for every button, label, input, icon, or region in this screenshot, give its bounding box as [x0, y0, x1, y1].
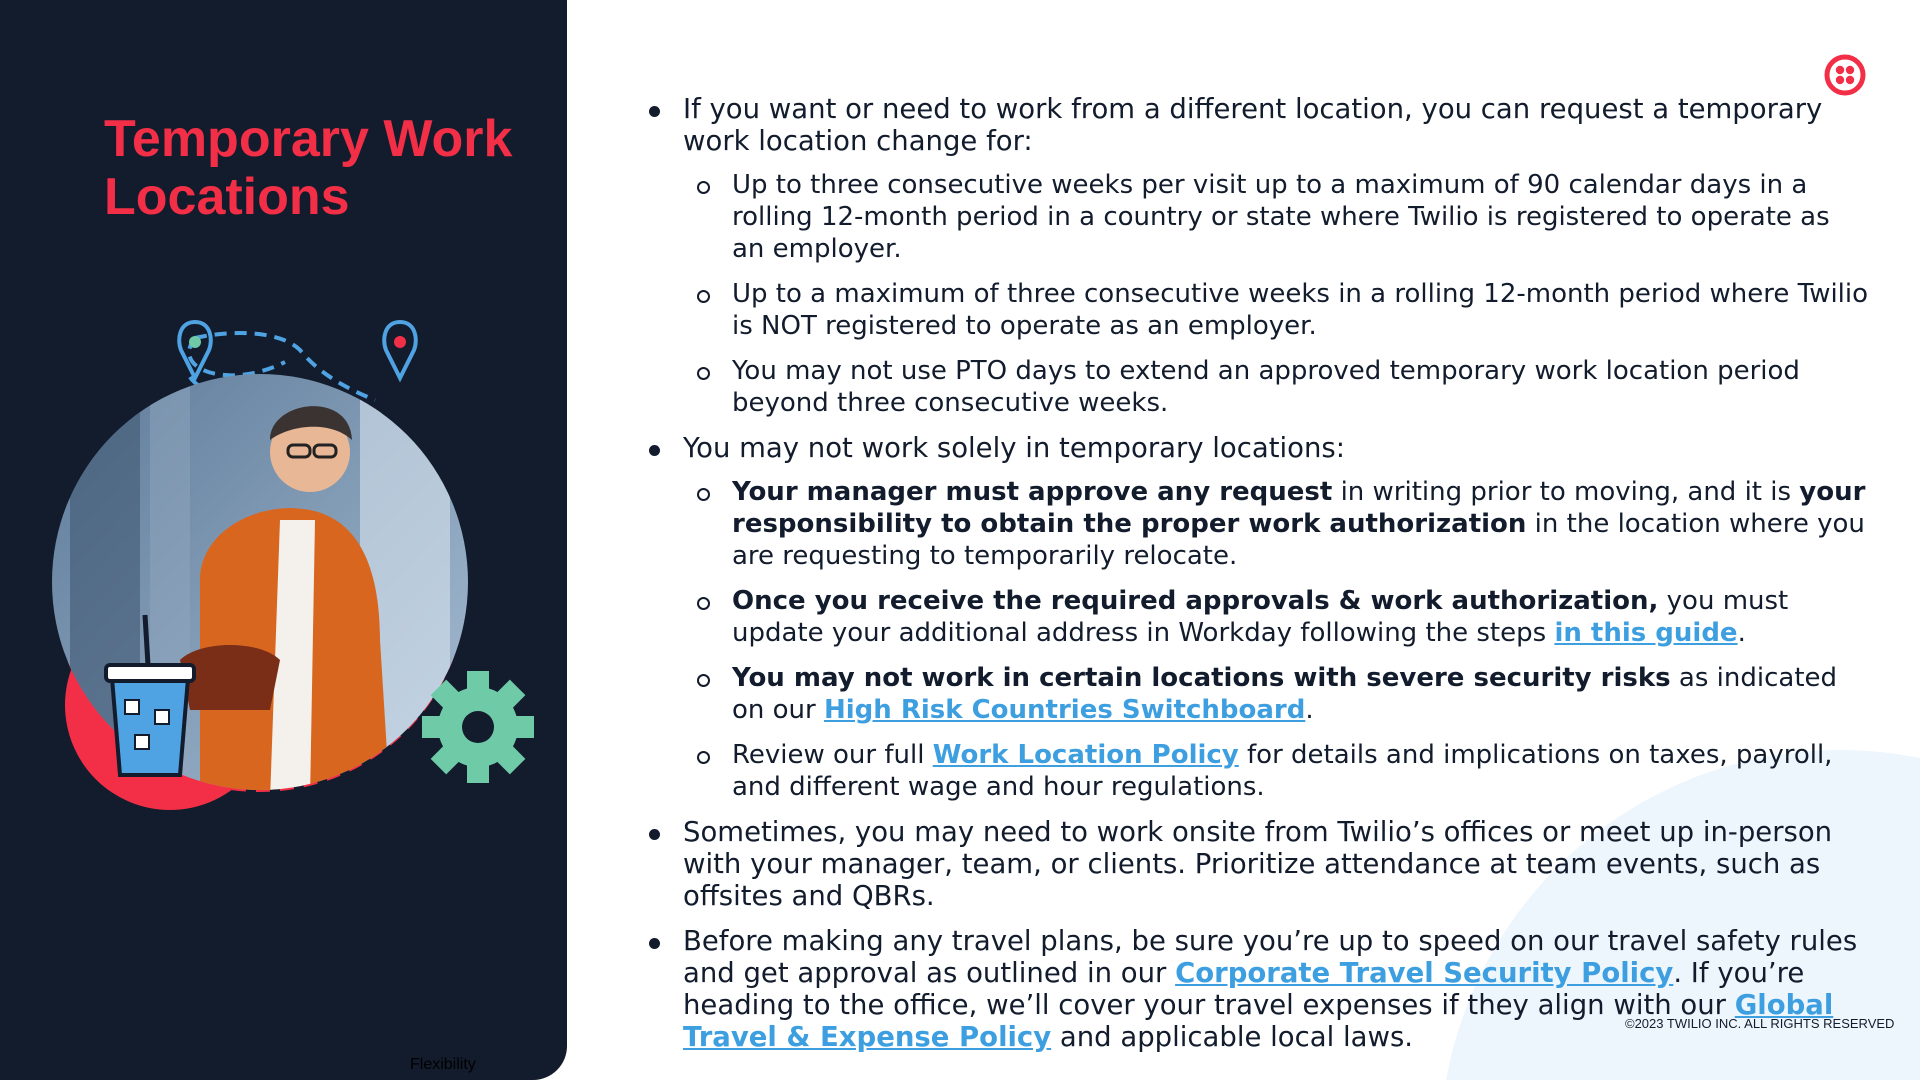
body-text: .	[1737, 618, 1746, 648]
map-pin-icon	[384, 322, 416, 378]
emphasis-text: Your manager must approve any request	[732, 477, 1333, 507]
list-item: Up to three consecutive weeks per visit up to a maximum of 90 calendar days in a rolling 12-month period in a country or state where Twilio is registered to operate as an employer.	[683, 169, 1870, 265]
content-body	[640, 93, 1870, 1066]
copyright-notice: ©2023 TWILIO INC. ALL RIGHTS RESERVED	[1625, 1016, 1895, 1031]
illustration	[30, 280, 550, 840]
bullet-list	[640, 93, 1870, 1053]
list-item	[640, 925, 1870, 1053]
emphasis-text: your responsibility to obtain the proper work authorization	[732, 477, 1866, 539]
list-item: Sometimes, you may need to work onsite from Twilio’s offices or meet up in-person with your manager, team, or clients. Prioritize attendance at team events, such as offsites and QBRs.	[640, 816, 1870, 912]
body-text: Review our full	[732, 740, 933, 770]
emphasis-text: You may not work in certain locations with severe security risks	[732, 663, 1671, 693]
footer-tag: Flexibility	[410, 1056, 476, 1073]
work-location-policy-link[interactable]: Work Location Policy	[932, 740, 1239, 770]
list-item: You may not use PTO days to extend an approved temporary work location period beyond three consecutive weeks.	[683, 355, 1870, 419]
list-item	[640, 93, 1870, 419]
list-item	[640, 432, 1870, 803]
bullet-text: If you want or need to work from a different location, you can request a temporary work location change for:	[683, 93, 1823, 157]
list-item	[683, 476, 1870, 572]
body-text: you must update your additional address in Workday following the steps	[732, 586, 1789, 648]
body-text: for details and implications on taxes, payroll, and different wage and hour regulations.	[732, 740, 1833, 802]
body-text: as indicated on our	[732, 663, 1838, 725]
guide-link[interactable]: in this guide	[1554, 618, 1738, 648]
body-text: . If you’re heading to the office, we’ll cover your travel expenses if they align with our	[683, 957, 1805, 1021]
high-risk-countries-link[interactable]: High Risk Countries Switchboard	[824, 695, 1306, 725]
body-text: .	[1305, 695, 1314, 725]
twilio-logo-icon[interactable]	[1824, 54, 1866, 96]
travel-security-policy-link[interactable]: Corporate Travel Security Policy	[1175, 957, 1674, 989]
bullet-text: You may not work solely in temporary locations:	[683, 432, 1346, 464]
list-item	[683, 585, 1870, 649]
sub-bullet-list	[683, 169, 1870, 419]
travel-expense-policy-link[interactable]: Global Travel & Expense Policy	[683, 989, 1834, 1053]
gear-icon	[422, 671, 534, 783]
list-item: Up to a maximum of three consecutive weeks in a rolling 12-month period where Twilio is NOT registered to operate as an employer.	[683, 278, 1870, 342]
list-item	[683, 662, 1870, 726]
slide-title: Temporary Work Locations	[104, 110, 513, 226]
sub-bullet-list	[683, 476, 1870, 803]
body-text: in the location where you are requesting to temporarily relocate.	[732, 509, 1865, 571]
body-text: and applicable local laws.	[1051, 1021, 1414, 1053]
list-item	[683, 739, 1870, 803]
emphasis-text: Once you receive the required approvals & work authorization,	[732, 586, 1659, 616]
body-text: in writing prior to moving, and it is	[1332, 477, 1800, 507]
body-text: Before making any travel plans, be sure you’re up to speed on our travel safety rules and get approval as outlined in our	[683, 925, 1858, 989]
